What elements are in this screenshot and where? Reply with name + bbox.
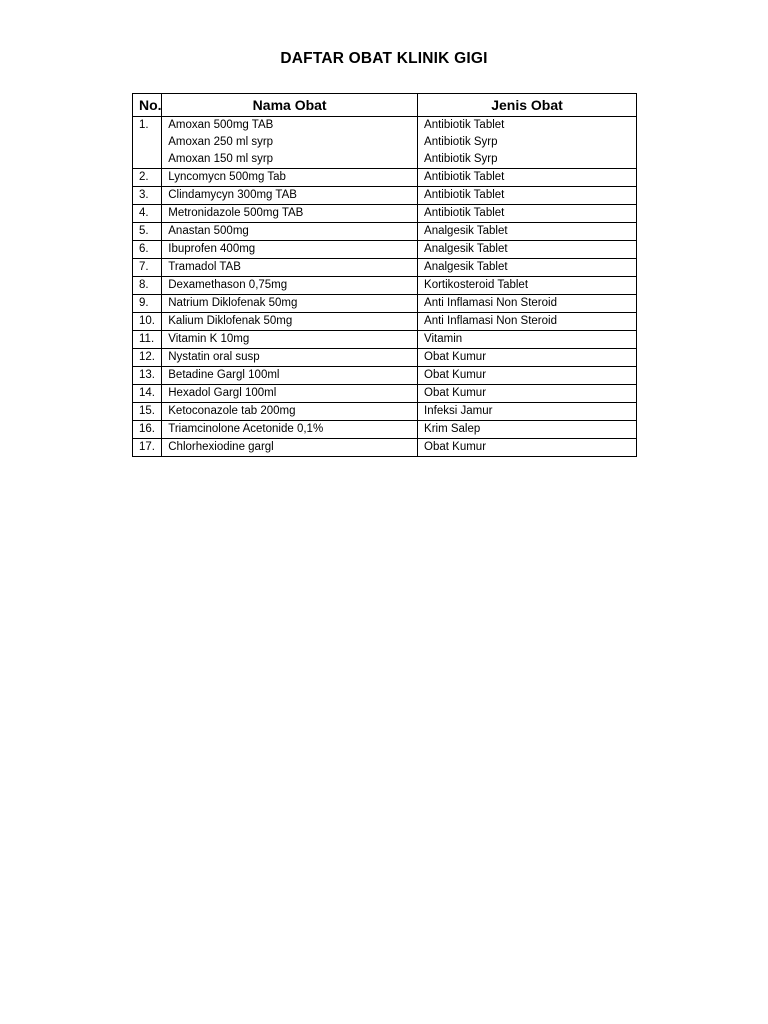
medicine-name: Hexadol Gargl 100ml <box>168 387 277 399</box>
table-row <box>133 117 637 169</box>
medicine-type: Antibiotik Syrp <box>424 153 498 165</box>
medicine-name: Kalium Diklofenak 50mg <box>168 315 293 327</box>
medicine-type: Anti Inflamasi Non Steroid <box>424 297 557 309</box>
medicine-table <box>132 93 637 457</box>
table-row <box>133 385 637 403</box>
table-row <box>133 367 637 385</box>
medicine-name: Clindamycyn 300mg TAB <box>168 189 297 201</box>
cell-no: 2. <box>133 169 162 187</box>
cell-no: 10. <box>133 313 162 331</box>
medicine-name: Amoxan 150 ml syrp <box>168 153 274 165</box>
cell-medicine-name <box>162 259 418 277</box>
cell-no: 3. <box>133 187 162 205</box>
table-row <box>133 187 637 205</box>
medicine-type: Antibiotik Tablet <box>424 207 505 219</box>
table-row <box>133 295 637 313</box>
cell-medicine-name <box>162 385 418 403</box>
cell-no: 1. <box>133 117 162 169</box>
cell-medicine-name <box>162 205 418 223</box>
medicine-name: Natrium Diklofenak 50mg <box>168 297 298 309</box>
medicine-type: Vitamin <box>424 333 463 345</box>
table-row <box>133 169 637 187</box>
header-medicine-type: Jenis Obat <box>418 94 637 117</box>
cell-medicine-type <box>418 313 637 331</box>
medicine-type: Antibiotik Syrp <box>424 136 498 148</box>
cell-medicine-name <box>162 403 418 421</box>
cell-medicine-type <box>418 223 637 241</box>
medicine-name: Chlorhexiodine gargl <box>168 441 274 453</box>
medicine-name: Ibuprofen 400mg <box>168 243 256 255</box>
cell-medicine-type <box>418 117 637 169</box>
cell-medicine-name <box>162 169 418 187</box>
medicine-type: Anti Inflamasi Non Steroid <box>424 315 557 327</box>
cell-medicine-name <box>162 187 418 205</box>
medicine-type: Antibiotik Tablet <box>424 119 505 131</box>
cell-no: 5. <box>133 223 162 241</box>
medicine-type: Analgesik Tablet <box>424 261 508 273</box>
medicine-type: Krim Salep <box>424 423 481 435</box>
header-no: No. <box>133 94 162 117</box>
cell-medicine-type <box>418 205 637 223</box>
medicine-type: Obat Kumur <box>424 387 487 399</box>
table-row <box>133 223 637 241</box>
medicine-name: Metronidazole 500mg TAB <box>168 207 304 219</box>
medicine-name: Anastan 500mg <box>168 225 249 237</box>
medicine-type: Kortikosteroid Tablet <box>424 279 529 291</box>
medicine-name: Ketoconazole tab 200mg <box>168 405 296 417</box>
cell-no: 17. <box>133 439 162 457</box>
medicine-name: Nystatin oral susp <box>168 351 260 363</box>
cell-no: 6. <box>133 241 162 259</box>
table-row <box>133 241 637 259</box>
cell-no: 9. <box>133 295 162 313</box>
cell-medicine-name <box>162 331 418 349</box>
medicine-name: Betadine Gargl 100ml <box>168 369 280 381</box>
cell-no: 4. <box>133 205 162 223</box>
cell-medicine-name <box>162 295 418 313</box>
medicine-name: Lyncomycn 500mg Tab <box>168 171 286 183</box>
cell-medicine-type <box>418 385 637 403</box>
cell-medicine-name <box>162 223 418 241</box>
medicine-type: Infeksi Jamur <box>424 405 493 417</box>
cell-medicine-type <box>418 349 637 367</box>
document-title: DAFTAR OBAT KLINIK GIGI <box>280 50 488 67</box>
medicine-type: Analgesik Tablet <box>424 225 508 237</box>
cell-medicine-name <box>162 277 418 295</box>
cell-medicine-type <box>418 187 637 205</box>
medicine-name: Amoxan 500mg TAB <box>168 119 274 131</box>
cell-medicine-type <box>418 295 637 313</box>
cell-medicine-name <box>162 313 418 331</box>
cell-medicine-type <box>418 421 637 439</box>
medicine-type: Antibiotik Tablet <box>424 171 505 183</box>
medicine-type: Analgesik Tablet <box>424 243 508 255</box>
cell-medicine-type <box>418 403 637 421</box>
medicine-type: Obat Kumur <box>424 441 487 453</box>
table-header-row <box>133 94 637 117</box>
cell-medicine-name <box>162 349 418 367</box>
table-row <box>133 403 637 421</box>
cell-medicine-name <box>162 241 418 259</box>
table-body <box>133 117 637 457</box>
cell-no: 15. <box>133 403 162 421</box>
cell-no: 7. <box>133 259 162 277</box>
cell-no: 16. <box>133 421 162 439</box>
cell-medicine-type <box>418 367 637 385</box>
cell-medicine-type <box>418 259 637 277</box>
cell-medicine-type <box>418 439 637 457</box>
table-row <box>133 349 637 367</box>
medicine-type: Obat Kumur <box>424 351 487 363</box>
cell-medicine-name <box>162 421 418 439</box>
cell-medicine-name <box>162 117 418 169</box>
medicine-name: Triamcinolone Acetonide 0,1% <box>168 423 324 435</box>
medicine-type: Obat Kumur <box>424 369 487 381</box>
cell-no: 11. <box>133 331 162 349</box>
cell-medicine-name <box>162 367 418 385</box>
cell-medicine-name <box>162 439 418 457</box>
table-row <box>133 331 637 349</box>
cell-medicine-type <box>418 331 637 349</box>
cell-no: 8. <box>133 277 162 295</box>
medicine-type: Antibiotik Tablet <box>424 189 505 201</box>
medicine-name: Vitamin K 10mg <box>168 333 250 345</box>
table-row <box>133 259 637 277</box>
table-row <box>133 277 637 295</box>
medicine-name: Tramadol TAB <box>168 261 241 273</box>
table-row <box>133 439 637 457</box>
cell-medicine-type <box>418 169 637 187</box>
cell-medicine-type <box>418 241 637 259</box>
cell-medicine-type <box>418 277 637 295</box>
table-row <box>133 421 637 439</box>
header-medicine-name: Nama Obat <box>162 94 418 117</box>
table-row <box>133 205 637 223</box>
cell-no: 14. <box>133 385 162 403</box>
medicine-name: Dexamethason 0,75mg <box>168 279 288 291</box>
cell-no: 13. <box>133 367 162 385</box>
table-row <box>133 313 637 331</box>
cell-no: 12. <box>133 349 162 367</box>
medicine-name: Amoxan 250 ml syrp <box>168 136 274 148</box>
